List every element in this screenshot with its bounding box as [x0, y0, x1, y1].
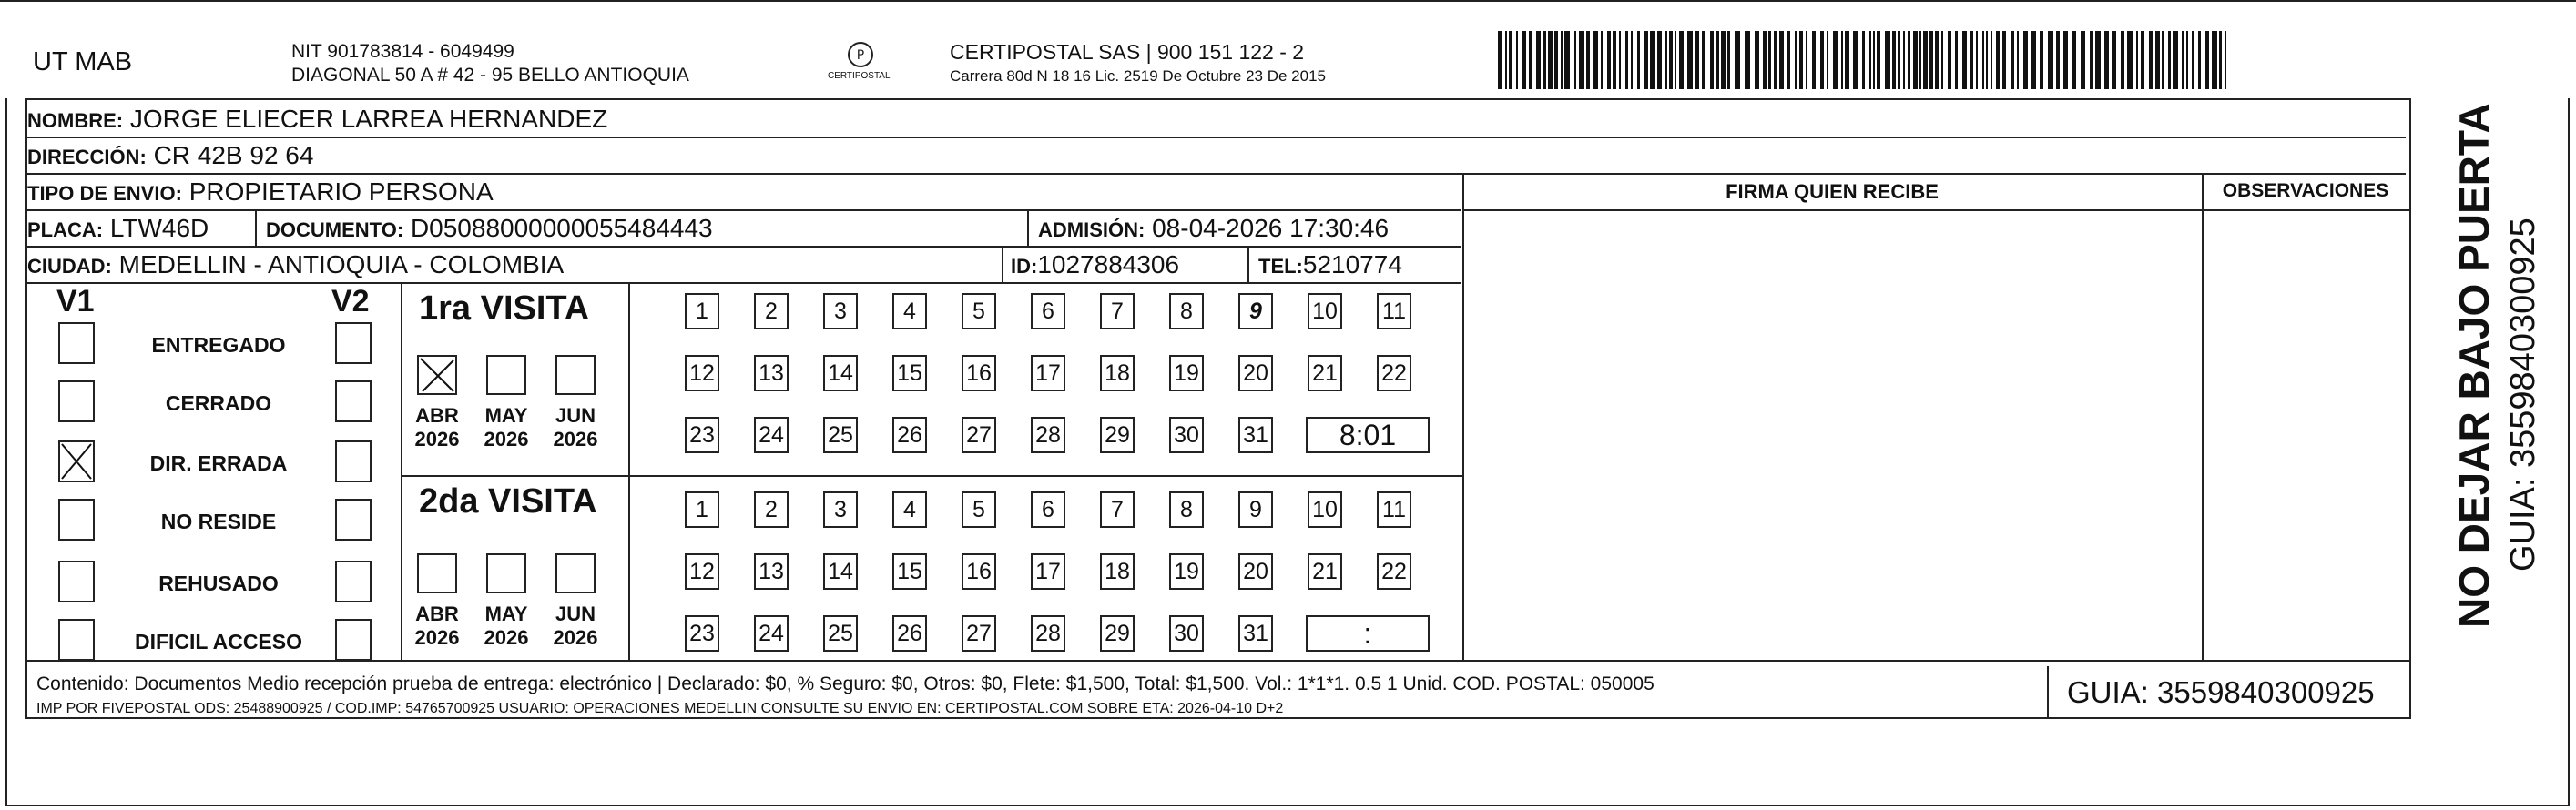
month-checkbox[interactable] — [555, 553, 596, 593]
barcode-bar — [2182, 31, 2184, 89]
barcode-bar — [1955, 31, 1958, 89]
time-box[interactable]: 8:01 — [1306, 417, 1430, 453]
barcode-bar — [2104, 31, 2109, 89]
day-box[interactable]: 15 — [892, 553, 927, 590]
status-label: NO RESIDE — [160, 510, 277, 533]
day-box[interactable]: 11 — [1377, 293, 1411, 329]
svg-text:P: P — [856, 48, 865, 63]
barcode-bar — [2225, 31, 2226, 89]
month-checkbox[interactable] — [486, 553, 526, 593]
barcode-bar — [1799, 31, 1803, 89]
carrier-name: CERTIPOSTAL SAS | 900 151 122 - 2 — [950, 40, 1305, 64]
barcode-bar — [1498, 31, 1502, 89]
day-box[interactable]: 19 — [1169, 553, 1204, 590]
barcode-bar — [2121, 31, 2124, 89]
month-label: MAY 2026 — [484, 404, 529, 451]
barcode-bar — [1929, 31, 1933, 89]
barcode-bar — [1631, 31, 1633, 89]
tel-value: 5210774 — [1302, 250, 1402, 278]
barcode-bar — [2023, 31, 2028, 89]
day-box[interactable]: 17 — [1031, 355, 1065, 391]
barcode-bar — [1908, 31, 1910, 89]
barcode-bar — [1665, 31, 1667, 89]
day-box[interactable]: 3 — [823, 491, 858, 528]
day-box[interactable]: 29 — [1100, 615, 1135, 652]
barcode-bar — [1586, 31, 1590, 89]
barcode-bar — [1873, 31, 1875, 89]
barcode — [1498, 31, 2226, 89]
footer-print-info: IMP POR FIVEPOSTAL ODS: 25488900925 / COD.IMP: 54765700925 USUARIO: OPERACIONES MEDELLIN CONSULTE SU ENVIO EN: CERTIPOSTAL.COM SOBRE ETA: 2026-04-10 D+2 — [36, 701, 1284, 716]
barcode-bar — [1593, 31, 1598, 89]
barcode-bar — [1735, 31, 1740, 89]
month-label: MAY 2026 — [484, 602, 529, 649]
v2-checkbox[interactable] — [335, 619, 372, 661]
day-box[interactable]: 1 — [685, 293, 719, 329]
day-box[interactable]: 8 — [1169, 293, 1204, 329]
status-label: ENTREGADO — [151, 333, 286, 357]
day-box[interactable]: 23 — [685, 615, 719, 652]
barcode-bar — [1579, 31, 1584, 89]
day-box[interactable]: 3 — [823, 293, 858, 329]
barcode-bar — [2090, 31, 2093, 89]
day-box[interactable]: 20 — [1238, 355, 1273, 391]
barcode-bar — [1669, 31, 1673, 89]
barcode-bar — [2149, 31, 2153, 89]
v1-checkbox[interactable] — [58, 619, 95, 661]
day-box[interactable]: 5 — [962, 293, 996, 329]
barcode-bar — [2072, 31, 2076, 89]
direccion-row: DIRECCIÓN: CR 42B 92 64 — [27, 138, 2406, 175]
v1-checkbox[interactable] — [58, 380, 95, 422]
v1-header: V1 — [56, 284, 95, 319]
v1-checkbox[interactable] — [58, 322, 95, 364]
barcode-bar — [1755, 31, 1759, 89]
v2-checkbox[interactable] — [335, 380, 372, 422]
barcode-bar — [2112, 31, 2116, 89]
barcode-bar — [1574, 31, 1576, 89]
day-box[interactable]: 16 — [962, 355, 996, 391]
v2-header: V2 — [331, 284, 370, 319]
month-label: ABR 2026 — [414, 404, 460, 451]
day-box[interactable]: 18 — [1100, 553, 1135, 590]
month-label: JUN 2026 — [553, 404, 598, 451]
carrier-license: Carrera 80d N 18 16 Lic. 2519 De Octubre 23 De 2015 — [950, 67, 1326, 85]
month-checkbox[interactable] — [417, 355, 457, 395]
direccion-value: CR 42B 92 64 — [153, 141, 314, 169]
barcode-bar — [1710, 31, 1714, 89]
v2-checkbox[interactable] — [335, 440, 372, 482]
day-box[interactable]: 24 — [754, 615, 789, 652]
observaciones-header: OBSERVACIONES — [2222, 180, 2389, 201]
barcode-bar — [1548, 31, 1553, 89]
barcode-bar — [1898, 31, 1900, 89]
certipostal-logo: P CERTIPOSTAL — [833, 36, 888, 91]
barcode-bar — [2155, 31, 2160, 89]
placa-value: LTW46D — [109, 214, 209, 242]
tipo-row: TIPO DE ENVIO: PROPIETARIO PERSONA — [27, 175, 1461, 211]
day-box[interactable]: 27 — [962, 417, 996, 453]
month-checkbox[interactable] — [555, 355, 596, 395]
barcode-bar — [2048, 31, 2053, 89]
barcode-bar — [1637, 31, 1640, 89]
barcode-bar — [1644, 31, 1648, 89]
barcode-bar — [1625, 31, 1628, 89]
nombre-row: NOMBRE: JORGE ELIECER LARREA HERNANDEZ — [27, 102, 2406, 138]
barcode-bar — [2002, 31, 2006, 89]
barcode-bar — [2031, 31, 2036, 89]
barcode-bar — [2168, 31, 2171, 89]
barcode-bar — [2141, 31, 2144, 89]
barcode-bar — [1779, 31, 1784, 89]
day-box[interactable]: 21 — [1308, 355, 1342, 391]
time-box[interactable]: : — [1306, 615, 1430, 652]
barcode-bar — [1554, 31, 1558, 89]
month-label: JUN 2026 — [553, 602, 598, 649]
company-name: UT MAB — [33, 47, 133, 76]
day-box[interactable]: 30 — [1169, 417, 1204, 453]
barcode-bar — [1982, 31, 1984, 89]
day-box[interactable]: 28 — [1031, 417, 1065, 453]
day-box[interactable]: 26 — [892, 417, 927, 453]
barcode-bar — [1619, 31, 1621, 89]
day-box[interactable]: 27 — [962, 615, 996, 652]
barcode-bar — [1650, 31, 1655, 89]
barcode-bar — [1913, 31, 1918, 89]
status-label: DIR. ERRADA — [149, 451, 288, 475]
barcode-bar — [1529, 31, 1532, 89]
barcode-bar — [1845, 31, 1849, 89]
barcode-bar — [2186, 31, 2188, 89]
day-box[interactable]: 25 — [823, 417, 858, 453]
documento-value: D05088000000055484443 — [410, 214, 713, 242]
tipo-value: PROPIETARIO PERSONA — [188, 177, 494, 206]
barcode-bar — [1561, 31, 1563, 89]
barcode-bar — [1702, 31, 1705, 89]
day-box[interactable]: 29 — [1100, 417, 1135, 453]
placa-row: PLACA: LTW46D DOCUMENTO: D05088000000055484443 ADMISIÓN: 08-04-2026 17:30:46 — [27, 211, 1461, 248]
day-box[interactable]: 10 — [1308, 491, 1342, 528]
barcode-bar — [2095, 31, 2101, 89]
v2-checkbox[interactable] — [335, 561, 372, 602]
day-box[interactable]: 18 — [1100, 355, 1135, 391]
barcode-bar — [1892, 31, 1896, 89]
nit: NIT 901783814 - 6049499 — [291, 41, 514, 62]
day-box[interactable]: 4 — [892, 491, 927, 528]
day-box[interactable]: 6 — [1031, 293, 1065, 329]
day-box[interactable]: 30 — [1169, 615, 1204, 652]
day-box[interactable]: 25 — [823, 615, 858, 652]
barcode-bar — [1919, 31, 1921, 89]
barcode-bar — [2198, 31, 2201, 89]
barcode-bar — [1727, 31, 1730, 89]
side-guia: GUIA: 3559840300925 — [2504, 218, 2542, 572]
v2-checkbox[interactable] — [335, 322, 372, 364]
sender-address: DIAGONAL 50 A # 42 - 95 BELLO ANTIOQUIA — [291, 65, 689, 86]
barcode-bar — [1806, 31, 1807, 89]
id-value: 1027884306 — [1037, 250, 1180, 278]
admision-value: 08-04-2026 17:30:46 — [1152, 214, 1390, 242]
day-box[interactable]: 22 — [1377, 553, 1411, 590]
day-box[interactable]: 19 — [1169, 355, 1204, 391]
barcode-bar — [2127, 31, 2133, 89]
barcode-bar — [1687, 31, 1693, 89]
barcode-bar — [1516, 31, 1518, 89]
first-visit-label: 1ra VISITA — [419, 289, 590, 328]
day-box[interactable]: 10 — [1308, 293, 1342, 329]
day-box[interactable]: 24 — [754, 417, 789, 453]
day-box[interactable]: 14 — [823, 355, 858, 391]
day-box[interactable]: 31 — [1238, 417, 1273, 453]
day-box[interactable]: 2 — [754, 293, 789, 329]
day-box[interactable]: 15 — [892, 355, 927, 391]
barcode-bar — [2162, 31, 2164, 89]
barcode-bar — [2056, 31, 2060, 89]
barcode-bar — [1923, 31, 1928, 89]
barcode-bar — [1716, 31, 1719, 89]
barcode-bar — [2063, 31, 2068, 89]
barcode-bar — [1885, 31, 1890, 89]
day-box[interactable]: 14 — [823, 553, 858, 590]
barcode-bar — [1601, 31, 1603, 89]
barcode-bar — [1853, 31, 1858, 89]
barcode-bar — [1986, 31, 1988, 89]
day-box[interactable]: 13 — [754, 355, 789, 391]
status-label: DIFICIL ACCESO — [134, 630, 302, 653]
barcode-bar — [1774, 31, 1777, 89]
v1-checkbox[interactable] — [58, 561, 95, 602]
day-box[interactable]: 9 — [1238, 293, 1273, 329]
barcode-bar — [1948, 31, 1951, 89]
barcode-bar — [1903, 31, 1905, 89]
barcode-bar — [2017, 31, 2019, 89]
barcode-bar — [1536, 31, 1541, 89]
v1-checkbox[interactable] — [58, 499, 95, 541]
day-box[interactable]: 9 — [1238, 491, 1273, 528]
barcode-bar — [1941, 31, 1943, 89]
status-label: REHUSADO — [158, 572, 279, 595]
barcode-bar — [1869, 31, 1871, 89]
day-box[interactable]: 12 — [685, 553, 719, 590]
barcode-bar — [1543, 31, 1546, 89]
barcode-bar — [1607, 31, 1611, 89]
day-box[interactable]: 31 — [1238, 615, 1273, 652]
day-box[interactable]: 16 — [962, 553, 996, 590]
day-box[interactable]: 23 — [685, 417, 719, 453]
day-box[interactable]: 13 — [754, 553, 789, 590]
barcode-bar — [1862, 31, 1865, 89]
month-label: ABR 2026 — [414, 602, 460, 649]
barcode-bar — [2212, 31, 2217, 89]
barcode-bar — [2040, 31, 2043, 89]
v1-checkbox[interactable] — [58, 440, 95, 482]
ciudad-row: CIUDAD: MEDELLIN - ANTIOQUIA - COLOMBIA ID:1027884306 TEL:5210774 — [27, 248, 1461, 284]
barcode-bar — [1877, 31, 1880, 89]
ciudad-value: MEDELLIN - ANTIOQUIA - COLOMBIA — [118, 250, 565, 278]
barcode-bar — [2081, 31, 2085, 89]
status-label: CERRADO — [165, 391, 272, 415]
barcode-bar — [2136, 31, 2138, 89]
barcode-bar — [1996, 31, 2000, 89]
barcode-bar — [1763, 31, 1767, 89]
no-dejar-warning: NO DEJAR BAJO PUERTA — [2450, 103, 2498, 628]
barcode-bar — [1827, 31, 1828, 89]
day-box[interactable]: 2 — [754, 491, 789, 528]
firma-header: FIRMA QUIEN RECIBE — [1726, 180, 1939, 203]
barcode-bar — [1695, 31, 1699, 89]
barcode-bar — [1970, 31, 1973, 89]
barcode-bar — [1976, 31, 1978, 89]
day-box[interactable]: 22 — [1377, 355, 1411, 391]
barcode-bar — [1679, 31, 1684, 89]
day-box[interactable]: 28 — [1031, 615, 1065, 652]
day-box[interactable]: 8 — [1169, 491, 1204, 528]
barcode-bar — [1505, 31, 1507, 89]
footer-content: Contenido: Documentos Medio recepción prueba de entrega: electrónico | Declarado: $0, % Seguro: $0, Otros: $0, Flete: $1,500, Total: $1,500. Vol.: 1*1*1. 0.5 1 Unid. COD. POSTAL: 050005 — [36, 673, 1655, 694]
day-box[interactable]: 7 — [1100, 491, 1135, 528]
barcode-bar — [1768, 31, 1771, 89]
barcode-bar — [2205, 31, 2209, 89]
v2-checkbox[interactable] — [335, 499, 372, 541]
barcode-bar — [1564, 31, 1570, 89]
day-box[interactable]: 5 — [962, 491, 996, 528]
barcode-bar — [2192, 31, 2194, 89]
barcode-bar — [2219, 31, 2222, 89]
day-box[interactable]: 26 — [892, 615, 927, 652]
barcode-bar — [1795, 31, 1797, 89]
month-checkbox[interactable] — [417, 553, 457, 593]
day-box[interactable]: 17 — [1031, 553, 1065, 590]
second-visit-label: 2da VISITA — [419, 482, 597, 521]
day-box[interactable]: 11 — [1377, 491, 1411, 528]
barcode-bar — [1991, 31, 1992, 89]
day-box[interactable]: 12 — [685, 355, 719, 391]
day-box[interactable]: 20 — [1238, 553, 1273, 590]
barcode-bar — [1833, 31, 1838, 89]
barcode-bar — [2173, 31, 2178, 89]
barcode-bar — [1841, 31, 1843, 89]
barcode-bar — [1522, 31, 1526, 89]
barcode-bar — [1721, 31, 1726, 89]
day-box[interactable]: 1 — [685, 491, 719, 528]
barcode-bar — [1935, 31, 1939, 89]
day-box[interactable]: 6 — [1031, 491, 1065, 528]
barcode-bar — [1820, 31, 1824, 89]
barcode-bar — [1657, 31, 1662, 89]
barcode-bar — [1509, 31, 1512, 89]
footer-guia: GUIA: 3559840300925 — [2067, 675, 2375, 709]
barcode-bar — [1962, 31, 1967, 89]
barcode-bar — [1613, 31, 1616, 89]
month-checkbox[interactable] — [486, 355, 526, 395]
day-box[interactable]: 21 — [1308, 553, 1342, 590]
day-box[interactable]: 4 — [892, 293, 927, 329]
barcode-bar — [1675, 31, 1676, 89]
barcode-bar — [1812, 31, 1816, 89]
nombre-value: JORGE ELIECER LARREA HERNANDEZ — [129, 105, 608, 133]
barcode-bar — [1787, 31, 1790, 89]
barcode-bar — [2011, 31, 2014, 89]
day-box[interactable]: 7 — [1100, 293, 1135, 329]
barcode-bar — [1745, 31, 1750, 89]
